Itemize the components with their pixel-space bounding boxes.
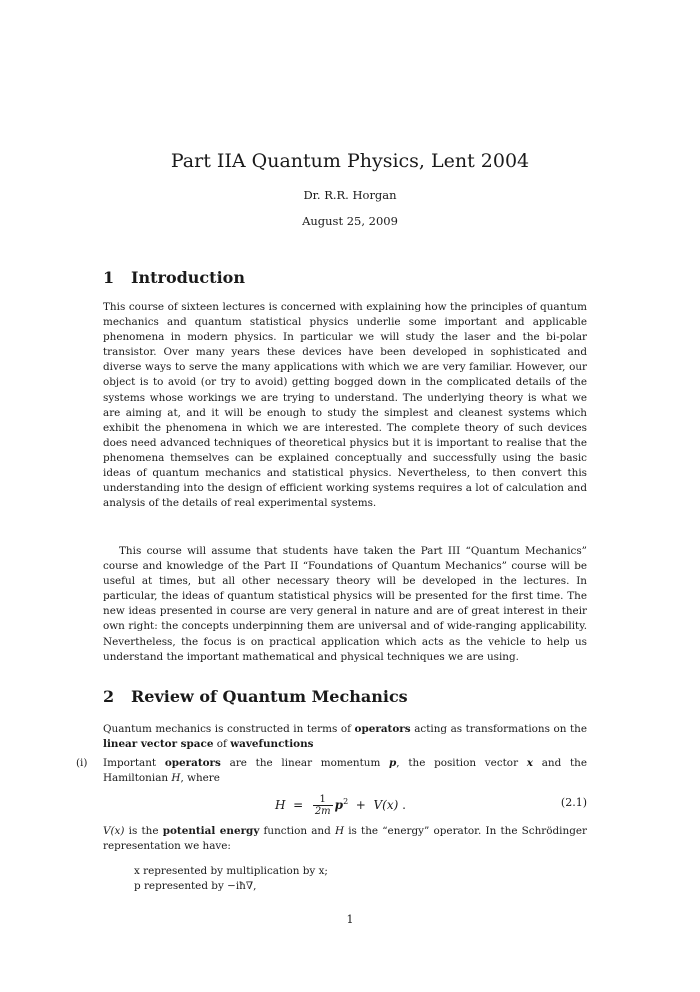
equation-2-1 (103, 786, 587, 820)
symbol-H: H (334, 825, 345, 837)
fraction-numerator: 1 (313, 794, 333, 806)
term-operators: operators (354, 723, 411, 735)
text-span: of (216, 738, 227, 751)
page-number: 1 (346, 913, 354, 926)
eq-exponent: 2 (343, 797, 349, 806)
eq-sign: = (293, 798, 304, 812)
text-span: are the linear momentum (229, 757, 381, 769)
section-2-heading (103, 687, 408, 706)
list-item-text (103, 756, 587, 786)
term-wavefunctions: wavefunctions (230, 738, 314, 751)
text-span: acting as transformations on the (414, 723, 587, 735)
equation-body (275, 794, 406, 817)
fraction (313, 794, 333, 817)
symbol-V: V(x) (103, 825, 125, 837)
list-item-i (76, 756, 587, 786)
representation-line-p: p represented by −iħ∇, (134, 880, 257, 892)
den-text: 2m (314, 806, 331, 817)
list-marker: (i) (76, 757, 88, 769)
term-operators: operators (164, 757, 221, 769)
section-1-heading (103, 268, 245, 287)
text-span: is the (128, 825, 159, 837)
text-span: and the Hamiltonian (103, 757, 587, 785)
section-title: Review of Quantum Mechanics (131, 687, 408, 706)
eq-plus: + (355, 798, 366, 812)
symbol-H: H (171, 772, 181, 785)
term-potential-energy: potential energy (162, 825, 260, 837)
intro-paragraph-1: This course of sixteen lectures is concerned with explaining how the principles of quantum mechanics and quantum statistical physics underlie some important and applicable phenomena in modern physics. In particular we will study the laser and the bi-polar transistor. Over many years these devices have been developed in sophisticated and diverse ways to serve the many applications with which we are very familiar. However, our object is to avoid (or try to avoid) getting bogged down in the complicated details of the systems whose workings we are trying to understand. The underlying theory is what we are aiming at, and it will be enough to study the simplest and cleanest systems which exhibit the phenomena in which we are interested. The complete theory of such devices does need advanced techniques of theoretical physics but it is important to realise that the phenomena themselves can be explained conceptually and successfully using the basic ideas of quantum mechanics and statistical physics. Nevertheless, to then convert this understanding into the design of efficient working systems requires a lot of calculation and analysis of the details of real experimental systems. (103, 301, 587, 510)
text-span: Important (103, 757, 157, 769)
intro-paragraph-2: This course will assume that students have taken the Part III “Quantum Mechanics” course and knowledge of the Part II “Foundations of Quantum Mechanics” course will be useful at times, but all other necessary theory will be developed in the lectures. In particular, the ideas of quantum statistical physics will be presented for the first time. The new ideas presented in course are very general in nature and are of great interest in their own right: the concepts underpinning them are universal and of wide-ranging applicability. Nevertheless, the focus is on practical application which acts as the vehicle to help us understand the important mathematical and physical techniques we are using. (103, 545, 587, 663)
author: Dr. R.R. Horgan (303, 188, 397, 202)
symbol-x: x (526, 757, 533, 769)
date: August 25, 2009 (302, 214, 398, 228)
text-span: , the position vector (396, 757, 519, 769)
representation-line-x: x represented by multiplication by x; (134, 865, 328, 877)
section-number: 2 (103, 687, 115, 706)
eq-p: p (334, 798, 344, 812)
text-span: Quantum mechanics is constructed in terms of (103, 723, 351, 735)
eq-potential: V(x) (373, 798, 399, 812)
section-number: 1 (103, 268, 115, 287)
eq-lhs: H (275, 798, 286, 812)
title-block (0, 150, 700, 228)
text-span: , where (180, 772, 220, 785)
potential-energy-paragraph (103, 824, 587, 854)
section-title: Introduction (131, 268, 245, 287)
document-title: Part IIA Quantum Physics, Lent 2004 (170, 150, 530, 172)
section-2-intro (103, 722, 587, 752)
text-span: is the “energy” operator. In the Schrödinger representation we have: (103, 825, 587, 853)
fraction-denominator (313, 806, 333, 817)
eq-period: . (402, 798, 406, 812)
term-linear-vector-space: linear vector space (103, 738, 214, 751)
text-span: function and (263, 825, 331, 837)
symbol-p: p (389, 757, 397, 769)
equation-number: (2.1) (560, 796, 587, 809)
